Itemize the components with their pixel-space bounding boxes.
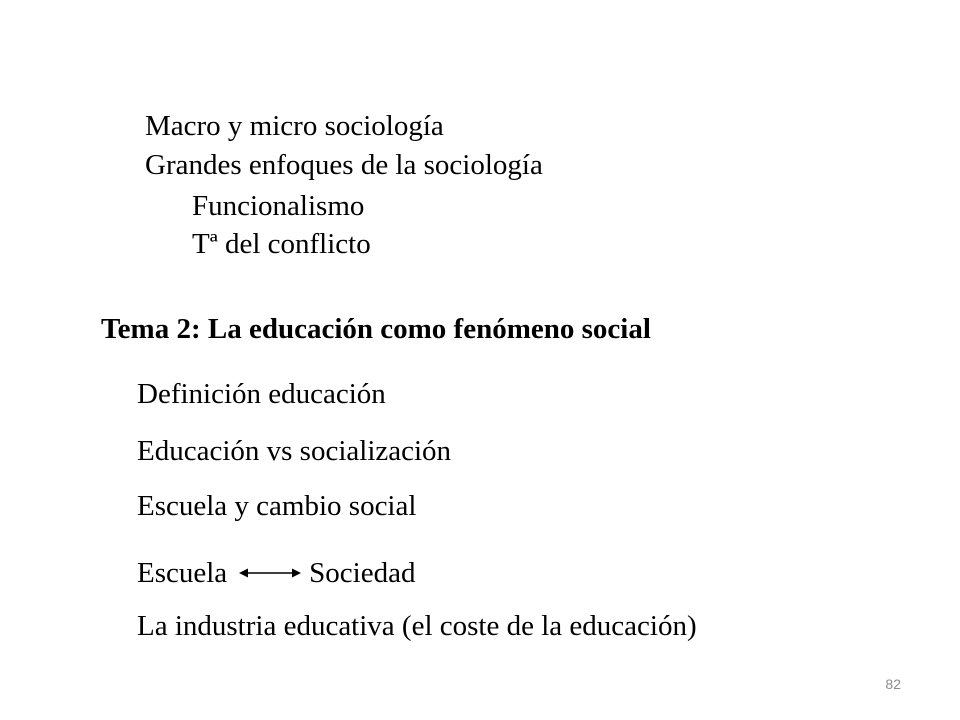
relation-right-label: Sociedad bbox=[309, 556, 416, 589]
relation-left-label: Escuela bbox=[137, 556, 228, 589]
topic-item-definicion: Definición educación bbox=[137, 378, 386, 410]
outline-subitem-conflicto: Tª del conflicto bbox=[192, 228, 371, 260]
outline-item-grandes-enfoques: Grandes enfoques de la sociología bbox=[145, 149, 543, 181]
double-headed-arrow-icon bbox=[239, 566, 301, 580]
topic-heading: Tema 2: La educación como fenómeno social bbox=[101, 313, 651, 345]
topic-item-industria-educativa: La industria educativa (el coste de la educación) bbox=[137, 610, 697, 642]
outline-item-macro-micro: Macro y micro sociología bbox=[145, 110, 444, 142]
relation-escuela-sociedad bbox=[137, 557, 415, 589]
topic-item-cambio-social: Escuela y cambio social bbox=[137, 490, 417, 522]
topic-item-socializacion: Educación vs socialización bbox=[137, 435, 452, 467]
outline-subitem-funcionalismo: Funcionalismo bbox=[192, 190, 365, 222]
page-number: 82 bbox=[885, 676, 901, 692]
